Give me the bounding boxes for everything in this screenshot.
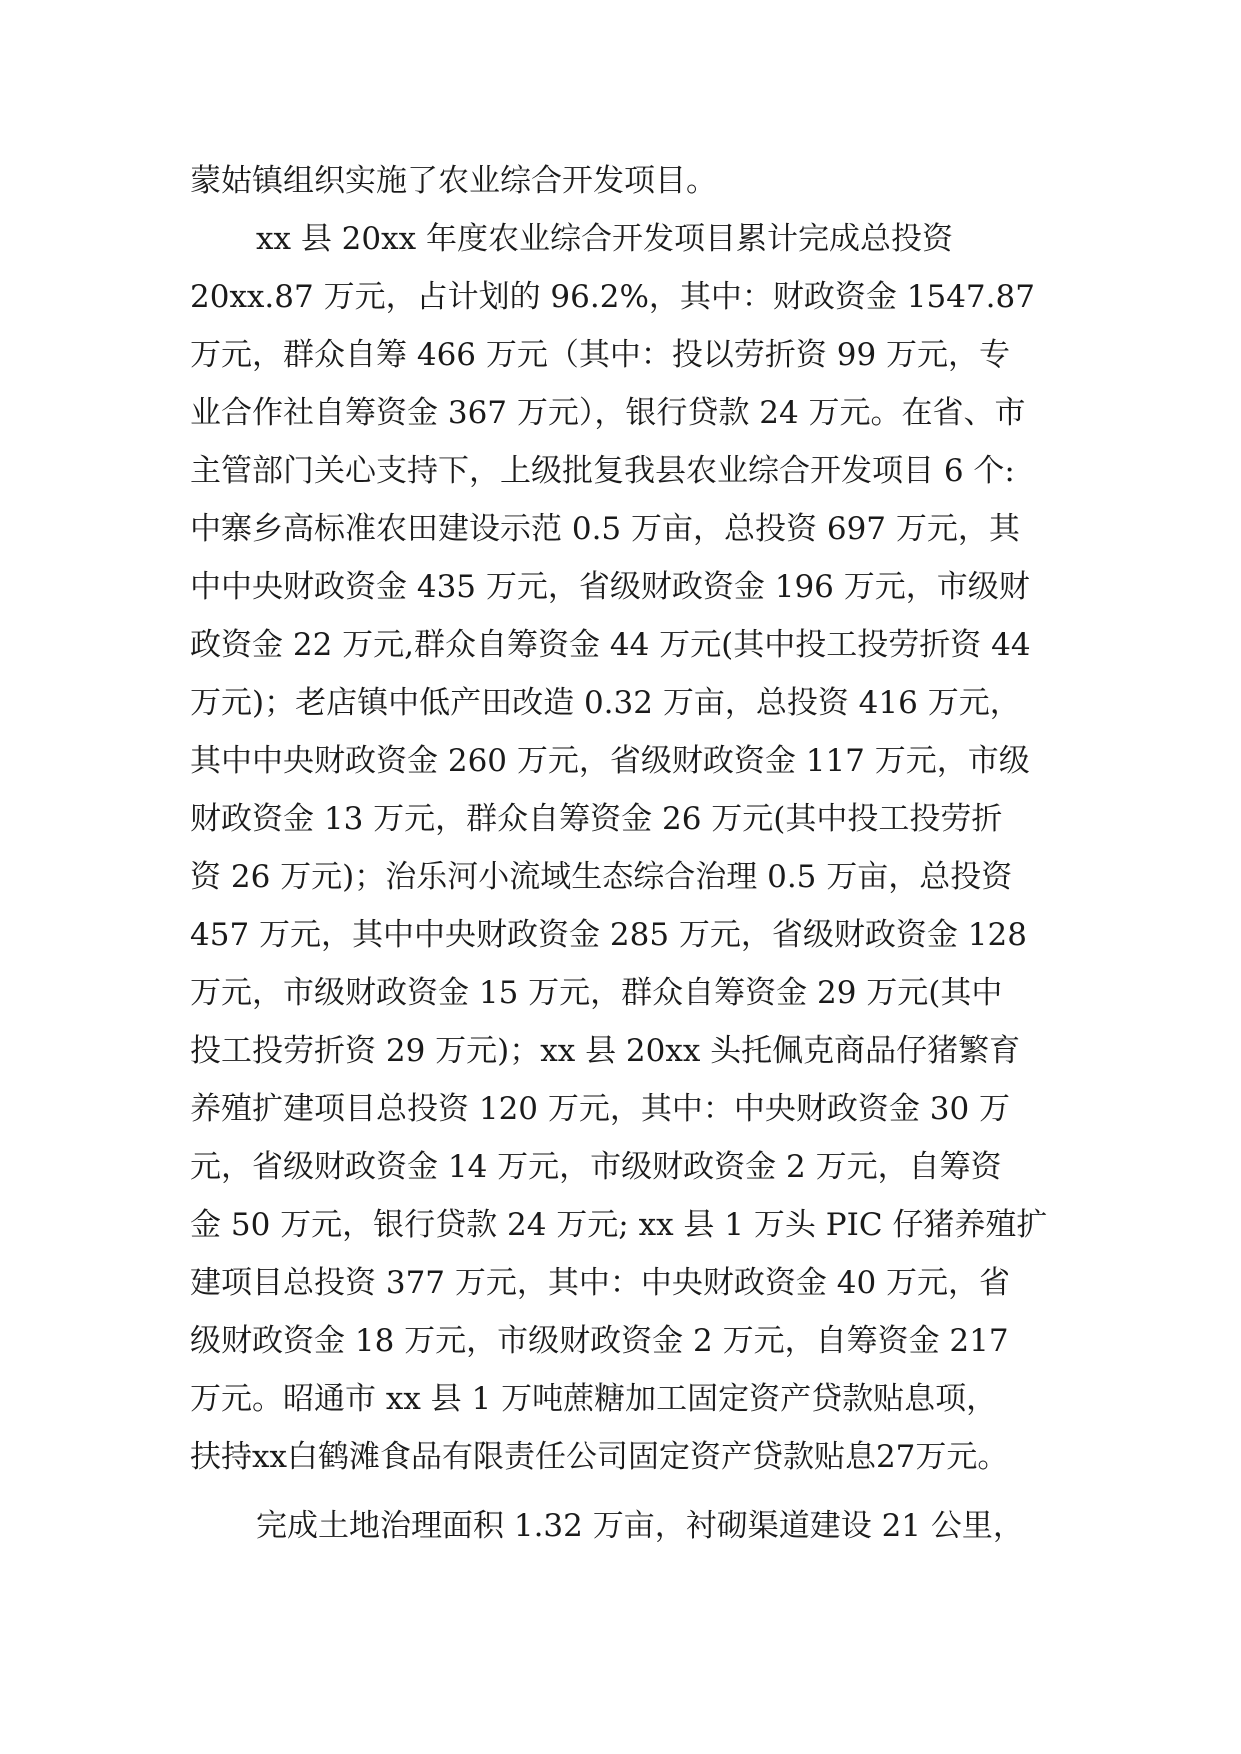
text-line: 其中中央财政资金 260 万元，省级财政资金 117 万元，市级 — [190, 743, 1030, 779]
text-line: 金 50 万元，银行贷款 24 万元; xx 县 1 万头 PIC 仔猪养殖扩 — [190, 1207, 1048, 1243]
text-line: xx 县 20xx 年度农业综合开发项目累计完成总投资 — [256, 221, 953, 257]
text-line: 蒙姑镇组织实施了农业综合开发项目。 — [190, 163, 717, 199]
text-line: 财政资金 13 万元，群众自筹资金 26 万元(其中投工投劳折 — [190, 801, 1003, 837]
text-line: 扶持xx白鹤滩食品有限责任公司固定资产贷款贴息27万元。 — [190, 1439, 1009, 1475]
text-line: 457 万元，其中中央财政资金 285 万元，省级财政资金 128 — [190, 917, 1027, 953]
text-line: 完成土地治理面积 1.32 万亩，衬砌渠道建设 21 公里， — [256, 1508, 1024, 1544]
text-line: 建项目总投资 377 万元，其中：中央财政资金 40 万元，省 — [190, 1265, 1011, 1301]
text-line: 元，省级财政资金 14 万元，市级财政资金 2 万元，自筹资 — [190, 1149, 1002, 1185]
text-line: 万元。昭通市 xx 县 1 万吨蔗糖加工固定资产贷款贴息项， — [190, 1381, 998, 1417]
text-line: 万元，市级财政资金 15 万元，群众自筹资金 29 万元(其中 — [190, 975, 1003, 1011]
text-line: 万元，群众自筹 466 万元（其中：投以劳折资 99 万元，专 — [190, 337, 1011, 373]
text-line: 政资金 22 万元,群众自筹资金 44 万元(其中投工投劳折资 44 — [190, 627, 1031, 663]
text-line: 级财政资金 18 万元，市级财政资金 2 万元，自筹资金 217 — [190, 1323, 1009, 1359]
text-line: 中中央财政资金 435 万元，省级财政资金 196 万元，市级财 — [190, 569, 1030, 605]
text-line: 万元)；老店镇中低产田改造 0.32 万亩，总投资 416 万元， — [190, 685, 1021, 721]
text-line: 主管部门关心支持下，上级批复我县农业综合开发项目 6 个: — [190, 453, 1015, 489]
text-line: 资 26 万元)；治乐河小流域生态综合治理 0.5 万亩，总投资 — [190, 859, 1013, 895]
text-line: 中寨乡高标准农田建设示范 0.5 万亩，总投资 697 万元，其 — [190, 511, 1020, 547]
text-line: 20xx.87 万元，占计划的 96.2%，其中：财政资金 1547.87 — [190, 279, 1035, 315]
text-line: 养殖扩建项目总投资 120 万元，其中：中央财政资金 30 万 — [190, 1091, 1011, 1127]
text-line: 业合作社自筹资金 367 万元），银行贷款 24 万元。在省、市 — [190, 395, 1026, 431]
text-line: 投工投劳折资 29 万元)；xx 县 20xx 头托佩克商品仔猪繁育 — [190, 1033, 1021, 1069]
